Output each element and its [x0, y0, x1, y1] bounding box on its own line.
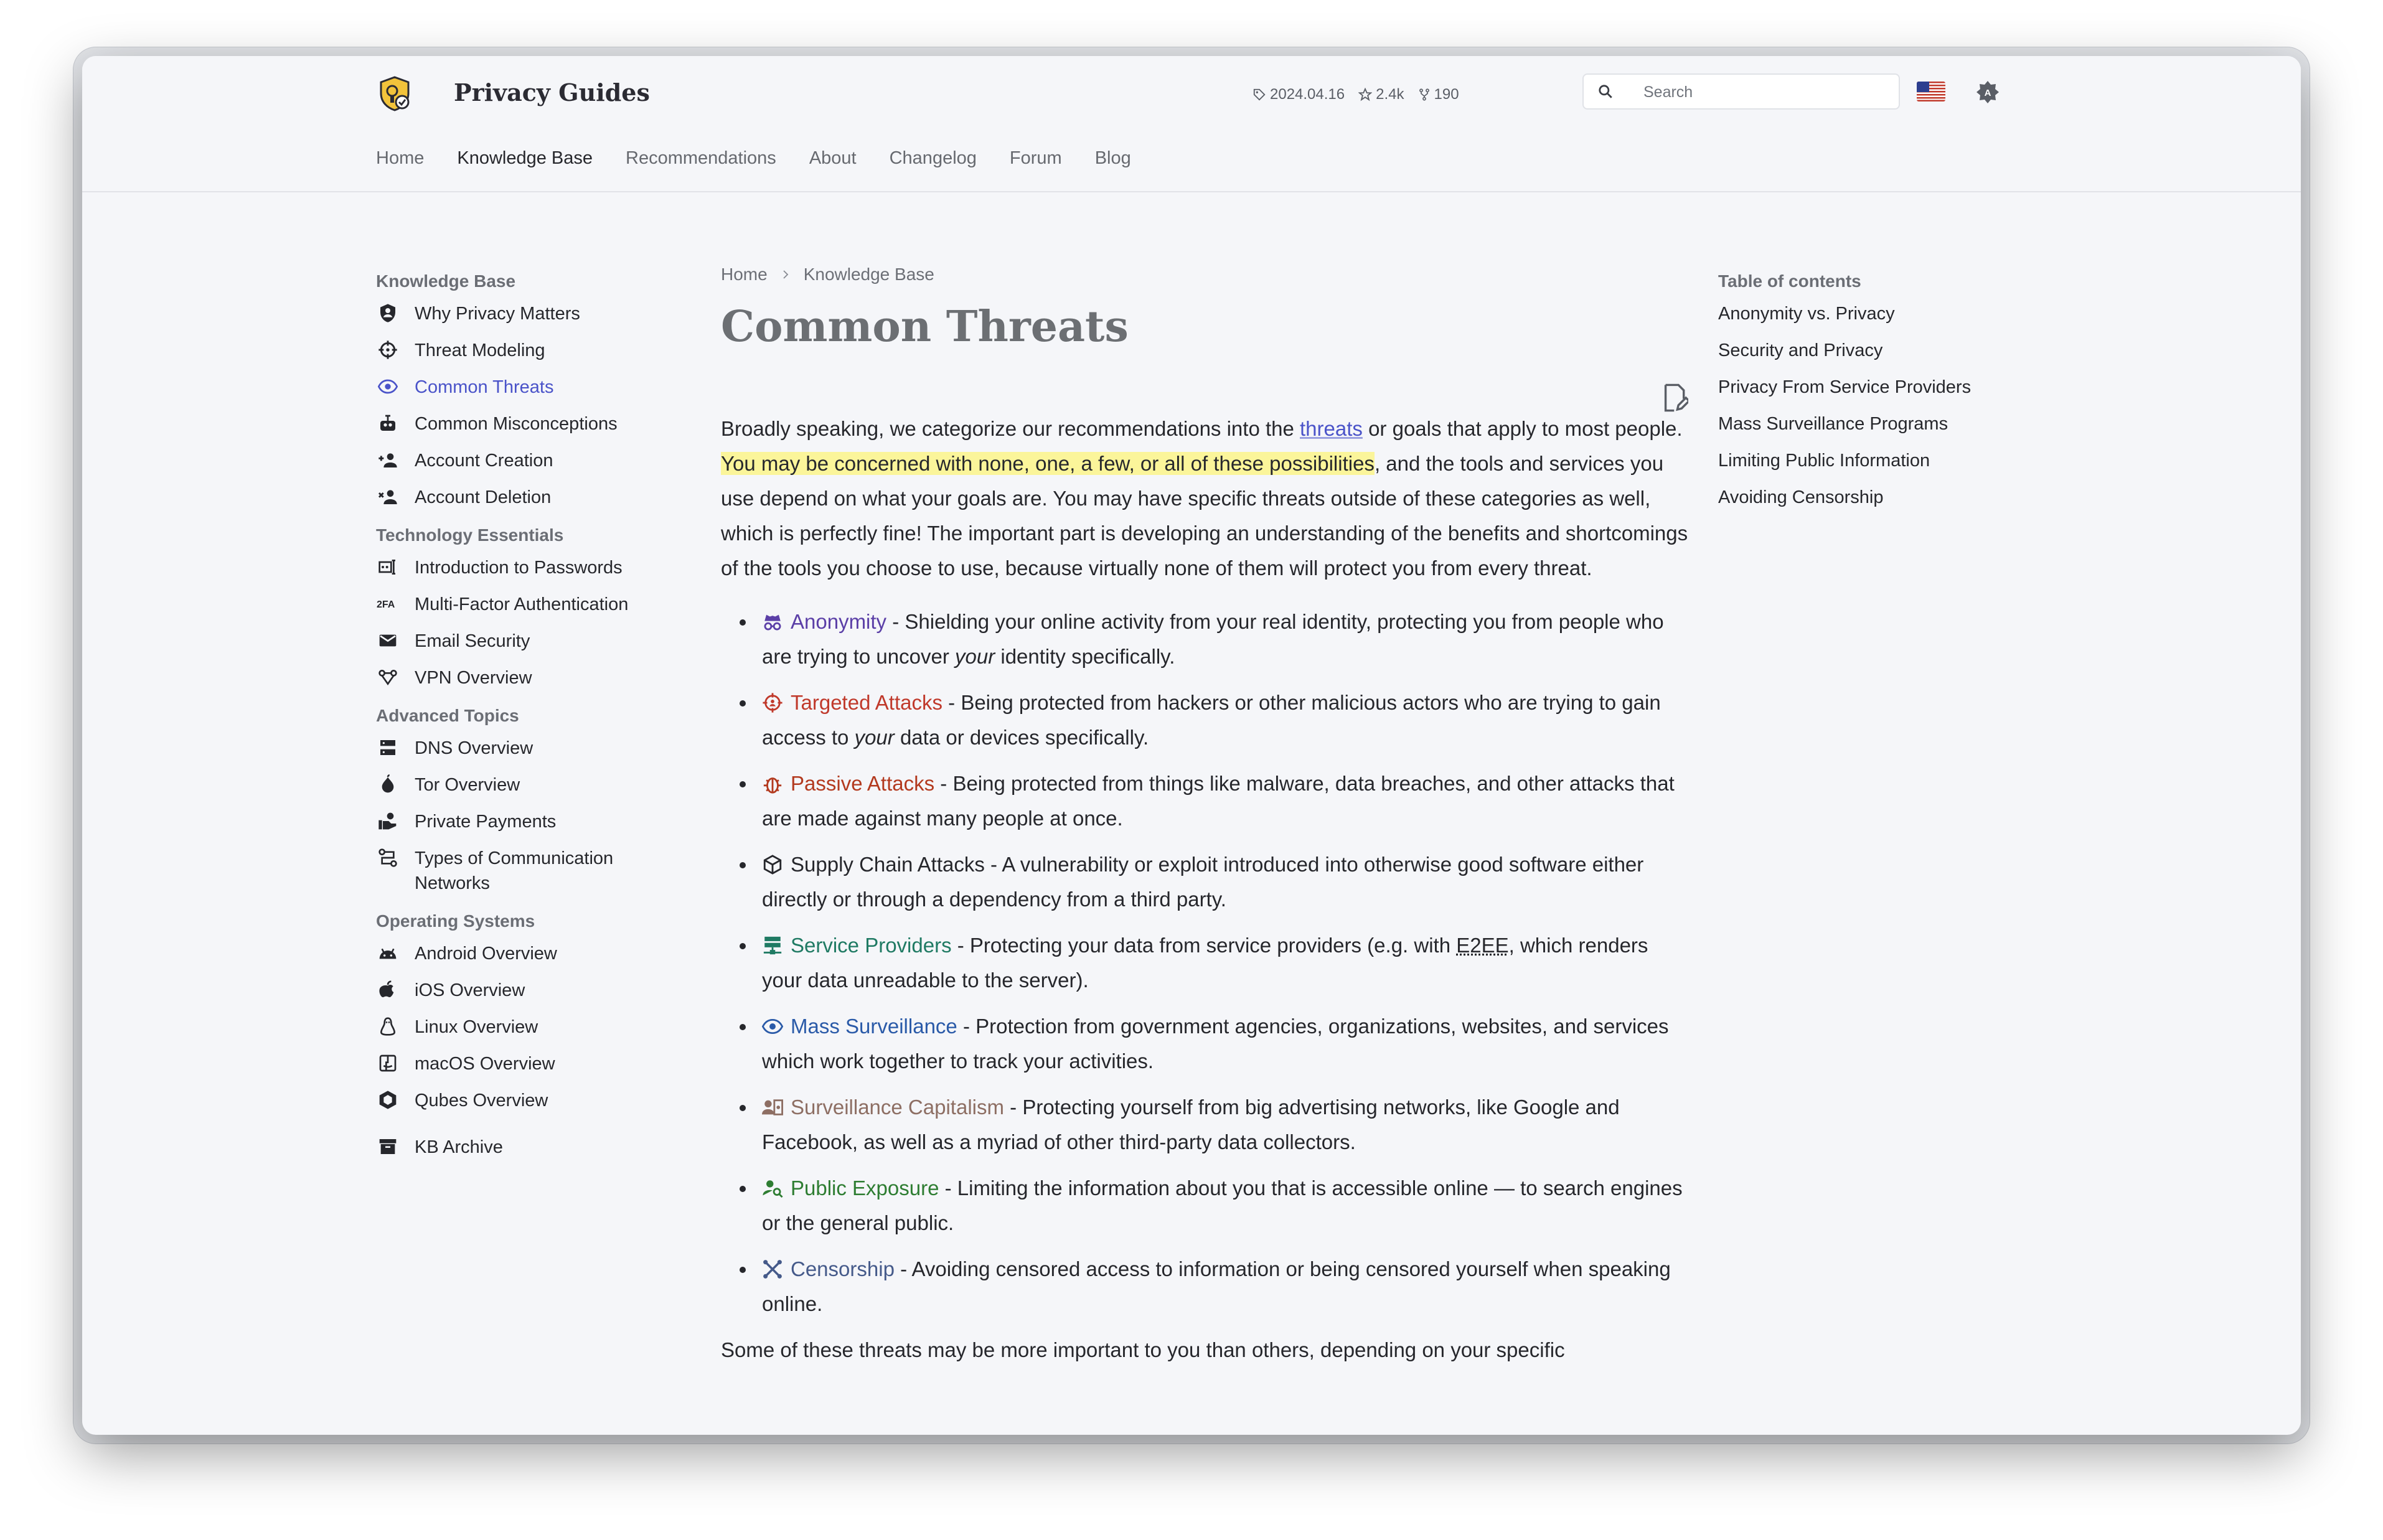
fork-icon	[1418, 88, 1431, 101]
list-item: Public Exposure - Limiting the information about you that is accessible online — to search engines or the general public.	[721, 1171, 1692, 1241]
toc-item-anonymity-vs-privacy[interactable]: Anonymity vs. Privacy	[1718, 304, 1895, 324]
privacy-guides-logo-icon[interactable]	[376, 75, 413, 112]
intro-text: or goals that apply to most people.	[1362, 417, 1683, 440]
sidebar-item-ios-overview[interactable]	[376, 978, 669, 1003]
sidebar-item-label: Linux Overview	[415, 1017, 538, 1037]
sidebar-item-threat-modeling[interactable]	[376, 338, 669, 363]
list-item: Anonymity - Shielding your online activity from your real identity, protecting you from people who are trying to uncover your identity specifically.	[721, 604, 1692, 674]
highlighted-text: You may be concerned with none, one, a few, or all of these possibilities	[721, 452, 1375, 475]
threat-link-targeted-attacks[interactable]: Targeted Attacks	[791, 691, 942, 714]
threat-description: Protecting your data from service providers (e.g. with	[969, 934, 1457, 957]
sidebar-item-label: KB Archive	[415, 1137, 503, 1157]
threat-label-supply-chain-attacks: Supply Chain Attacks	[791, 853, 985, 876]
sidebar-nav	[376, 268, 669, 1171]
sidebar-item-why-privacy-matters[interactable]	[376, 301, 669, 326]
close-network-icon	[762, 1259, 783, 1280]
theme-toggle-icon[interactable]	[1975, 80, 2000, 105]
nav-forum[interactable]: Forum	[1009, 148, 1062, 168]
incognito-icon	[762, 611, 783, 632]
threat-description: Limiting the information about you that is accessible online — to search engines or the general public.	[762, 1176, 1683, 1234]
package-variant-icon	[762, 854, 783, 875]
transit-connection-icon	[378, 848, 398, 868]
list-item: Service Providers - Protecting your data from service providers (e.g. with E2EE, which renders your data unreadable to the server).	[721, 928, 1692, 998]
sidebar-item-introduction-to-passwords[interactable]	[376, 555, 669, 580]
toc-item-mass-surveillance-programs[interactable]: Mass Surveillance Programs	[1718, 414, 1948, 434]
site-title[interactable]: Privacy Guides	[454, 78, 650, 106]
list-item: Censorship - Avoiding censored access to information or being censored yourself when speaking online.	[721, 1252, 1692, 1322]
sidebar-item-android-overview[interactable]	[376, 941, 669, 966]
e2ee-abbreviation[interactable]: E2EE	[1456, 934, 1509, 957]
account-plus-icon	[378, 450, 398, 470]
threats-list	[721, 604, 1692, 1322]
threat-description: data or devices specifically.	[894, 726, 1149, 749]
search-placeholder: Search	[1643, 83, 1693, 101]
sidebar-item-label: Account Deletion	[415, 487, 552, 507]
sidebar-item-label: Threat Modeling	[415, 340, 545, 360]
toc-item-limiting-public-information[interactable]: Limiting Public Information	[1718, 451, 1930, 471]
eye-outline-icon	[378, 377, 398, 397]
sidebar-item-label: Introduction to Passwords	[415, 558, 623, 578]
stars-count[interactable]	[1358, 86, 1404, 103]
apple-finder-icon	[378, 1053, 398, 1073]
sidebar-heading[interactable]: Knowledge Base	[376, 271, 516, 291]
version-tag[interactable]	[1253, 86, 1345, 103]
sidebar-item-label: VPN Overview	[415, 668, 532, 688]
threat-link-service-providers[interactable]: Service Providers	[791, 934, 952, 957]
server-network-icon	[762, 935, 783, 956]
sidebar-heading[interactable]: Technology Essentials	[376, 525, 564, 545]
threat-description: Being protected from things like malware, data breaches, and other attacks that are made against many people at once.	[762, 772, 1675, 830]
chevron-right-icon	[780, 269, 791, 280]
hand-coin-icon	[378, 811, 398, 831]
sidebar-item-label: Tor Overview	[415, 775, 520, 795]
nav-changelog[interactable]: Changelog	[889, 148, 977, 168]
main-nav	[376, 148, 1131, 169]
bug-icon	[762, 773, 783, 794]
search-input[interactable]	[1582, 73, 1900, 110]
account-search-icon	[762, 1178, 783, 1199]
sidebar-item-label: Account Creation	[415, 451, 553, 471]
target-account-icon	[762, 692, 783, 713]
threat-description: Being protected from hackers or other malicious actors who are trying to gain access to	[762, 691, 1661, 749]
svg-text:2FA: 2FA	[377, 599, 395, 610]
threat-link-mass-surveillance[interactable]: Mass Surveillance	[791, 1015, 957, 1038]
threat-description: , which renders your data unreadable to the server).	[762, 934, 1648, 992]
crosshairs-icon	[378, 340, 398, 360]
sidebar-item-label: Why Privacy Matters	[415, 304, 580, 324]
sidebar-item-label: Android Overview	[415, 944, 557, 964]
list-item: Supply Chain Attacks - A vulnerability or exploit introduced into otherwise good software either directly or through a dependency from a third party.	[721, 847, 1692, 917]
list-item: Mass Surveillance - Protection from government agencies, organizations, websites, and services which work together to track your activities.	[721, 1009, 1692, 1079]
shield-account-icon	[378, 303, 398, 323]
threats-link[interactable]: threats	[1300, 417, 1363, 440]
breadcrumb-knowledge-base[interactable]: Knowledge Base	[803, 265, 934, 284]
main-content	[721, 265, 1742, 1368]
browser-window	[82, 56, 2301, 1435]
robot-confused-icon	[378, 413, 398, 433]
threat-description: Shielding your online activity from your real identity, protecting you from people who are trying to uncover	[762, 610, 1664, 668]
sidebar-item-tor-overview[interactable]	[376, 772, 669, 797]
list-item: Passive Attacks - Being protected from things like malware, data breaches, and other attacks that are made against many people at once.	[721, 766, 1692, 836]
sidebar-heading[interactable]: Operating Systems	[376, 911, 535, 931]
sidebar-item-label: DNS Overview	[415, 738, 533, 758]
android-icon	[377, 943, 398, 963]
2fa-icon	[377, 594, 399, 614]
email-icon	[378, 631, 398, 650]
toc-heading: Table of contents	[1718, 271, 1861, 291]
sidebar-heading[interactable]: Advanced Topics	[376, 706, 519, 725]
intro-text: , and the tools and services you use depend on what your goals are. You may have specific threats outside of these categories as well, which is perfectly fine! The important part is developing an understanding of the benefits and shortcomings of the tools you choose to use, because virtually none of them will protect you from every threat.	[721, 452, 1688, 580]
edit-page-icon[interactable]	[1662, 383, 1688, 413]
sidebar-item-private-payments[interactable]	[376, 809, 669, 834]
version-text: 2024.04.16	[1270, 86, 1345, 103]
sidebar-item-label: Types of Communication Networks	[415, 848, 614, 893]
sidebar-item-kb-archive[interactable]	[376, 1135, 669, 1160]
sidebar-item-email-security[interactable]	[376, 629, 669, 654]
dns-icon	[378, 738, 398, 758]
form-textbox-password-icon	[378, 557, 398, 577]
stars-text: 2.4k	[1376, 86, 1404, 103]
sidebar-item-label: Common Threats	[415, 377, 554, 397]
sidebar-item-label: Multi-Factor Authentication	[415, 594, 629, 614]
sidebar-item-dns-overview[interactable]	[376, 736, 669, 761]
sidebar-item-account-creation[interactable]	[376, 448, 669, 473]
list-item: Targeted Attacks - Being protected from hackers or other malicious actors who are trying to gain access to your data or devices specifically.	[721, 685, 1692, 755]
threat-description: Avoiding censored access to information or being censored yourself when speaking online.	[762, 1257, 1671, 1315]
threat-description: identity specifically.	[995, 645, 1175, 668]
list-item: Surveillance Capitalism - Protecting yourself from big advertising networks, like Google and Facebook, as well as a myriad of other third-party data collectors.	[721, 1090, 1692, 1160]
threat-link-surveillance-capitalism[interactable]: Surveillance Capitalism	[791, 1096, 1004, 1119]
threat-emphasis: your	[955, 645, 995, 668]
sidebar-item-account-deletion[interactable]	[376, 485, 669, 510]
sidebar-item-vpn-overview[interactable]	[376, 665, 669, 690]
threat-emphasis: your	[854, 726, 895, 749]
threat-link-anonymity[interactable]: Anonymity	[791, 610, 887, 633]
outro-paragraph: Some of these threats may be more important to you than others, depending on your specific	[721, 1338, 1565, 1361]
qubes-icon	[378, 1090, 398, 1110]
account-cash-icon	[762, 1097, 783, 1118]
sidebar-item-linux-overview[interactable]	[376, 1015, 669, 1040]
search-icon	[1597, 83, 1614, 100]
threat-link-passive-attacks[interactable]: Passive Attacks	[791, 772, 935, 795]
nav-recommendations[interactable]: Recommendations	[626, 148, 776, 168]
us-flag-icon[interactable]	[1917, 82, 1945, 101]
nav-home[interactable]: Home	[376, 148, 425, 168]
sidebar-item-label: macOS Overview	[415, 1054, 555, 1074]
onion-icon	[378, 774, 398, 794]
toc-item-security-and-privacy[interactable]: Security and Privacy	[1718, 340, 1883, 360]
nav-knowledge-base[interactable]: Knowledge Base	[457, 148, 593, 168]
star-icon	[1358, 88, 1372, 101]
archive-icon	[378, 1137, 398, 1157]
sidebar-item-common-threats[interactable]	[376, 375, 669, 400]
toc-item-privacy-from-service-providers[interactable]: Privacy From Service Providers	[1718, 377, 1972, 397]
threat-description: Protecting yourself from big advertising networks, like Google and Facebook, as well as a myriad of other third-party data collectors.	[762, 1096, 1620, 1153]
nav-blog[interactable]: Blog	[1094, 148, 1131, 168]
breadcrumb	[721, 265, 1742, 284]
sidebar-item-label: Email Security	[415, 631, 530, 651]
tag-icon	[1253, 88, 1266, 101]
svg-text:A: A	[1984, 88, 1991, 98]
table-of-contents	[1718, 268, 2029, 522]
intro-text: Broadly speaking, we categorize our recommendations into the	[721, 417, 1300, 440]
sidebar-item-common-misconceptions[interactable]	[376, 411, 669, 436]
forks-count[interactable]	[1418, 86, 1459, 103]
sidebar-item-label: iOS Overview	[415, 980, 525, 1000]
linux-icon	[378, 1016, 398, 1036]
threat-link-censorship[interactable]: Censorship	[791, 1257, 895, 1280]
vpn-icon	[378, 667, 398, 687]
intro-paragraph	[721, 411, 1692, 586]
breadcrumb-home[interactable]: Home	[721, 265, 768, 284]
apple-icon	[378, 980, 398, 1000]
threat-description: Protection from government agencies, organizations, websites, and services which work together to track your activities.	[762, 1015, 1669, 1073]
nav-about[interactable]: About	[809, 148, 857, 168]
sidebar-item-types-of-communication-networks[interactable]	[376, 846, 669, 896]
sidebar-item-macos-overview[interactable]	[376, 1051, 669, 1076]
threat-link-public-exposure[interactable]: Public Exposure	[791, 1176, 939, 1200]
eye-outline-icon	[762, 1016, 783, 1037]
account-remove-icon	[378, 487, 398, 507]
site-header	[82, 56, 2301, 192]
toc-item-avoiding-censorship[interactable]: Avoiding Censorship	[1718, 487, 1884, 507]
page-title: Common Threats	[721, 302, 1129, 352]
sidebar-item-label: Common Misconceptions	[415, 414, 618, 434]
sidebar-item-qubes-overview[interactable]	[376, 1088, 669, 1113]
sidebar-item-multi-factor-authentication[interactable]	[376, 592, 669, 617]
sidebar-item-label: Qubes Overview	[415, 1091, 548, 1110]
forks-text: 190	[1434, 86, 1459, 103]
sidebar-item-label: Private Payments	[415, 812, 557, 832]
threat-description: A vulnerability or exploit introduced into otherwise good software either directly or through a dependency from a third party.	[762, 853, 1644, 911]
repo-info[interactable]	[1253, 86, 1459, 103]
